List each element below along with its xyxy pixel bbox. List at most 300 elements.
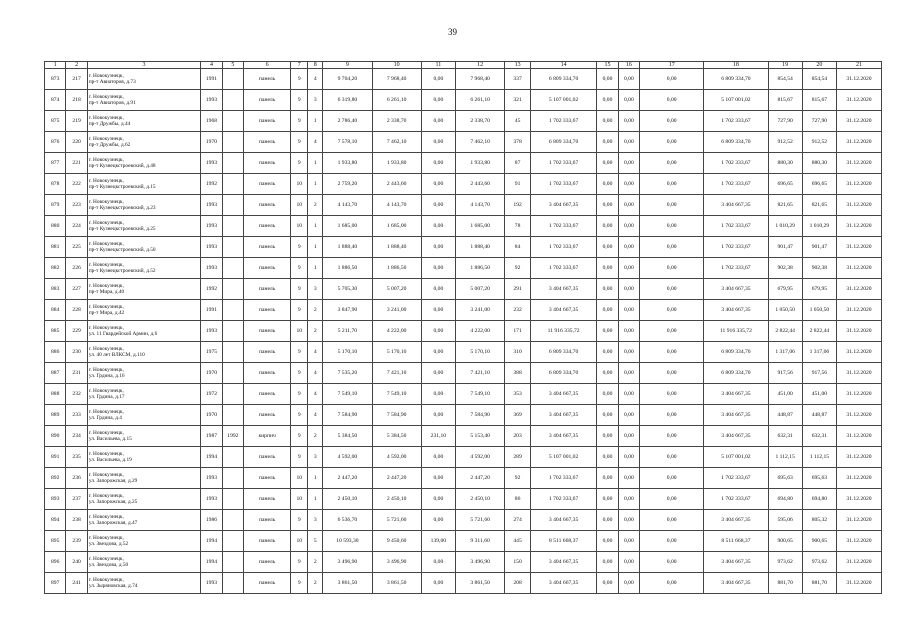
table-cell: 694,80 bbox=[768, 489, 802, 510]
table-cell: 369 bbox=[505, 405, 531, 426]
table-cell: 2 443,60 bbox=[456, 174, 505, 195]
table-cell: 0,00 bbox=[618, 447, 639, 468]
address-cell: г. Новокузнецк, пр-т Кузнецкстроевский, д.15 bbox=[87, 174, 200, 195]
table-cell: 0,00 bbox=[421, 300, 455, 321]
table-cell: 0,00 bbox=[597, 216, 618, 237]
table-cell: 0,00 bbox=[597, 153, 618, 174]
table-cell: 0,00 bbox=[421, 363, 455, 384]
table-cell: 3 404 667,35 bbox=[530, 384, 596, 405]
table-cell: 229 bbox=[66, 321, 87, 342]
table-cell: 1 685,00 bbox=[323, 216, 372, 237]
table-cell bbox=[222, 531, 243, 552]
table-cell: 912,52 bbox=[768, 132, 802, 153]
table-cell: 0,00 bbox=[618, 405, 639, 426]
address-cell: г. Новокузнецк, пр-т Мира, д.40 bbox=[87, 279, 200, 300]
table-cell: 3 496,90 bbox=[323, 552, 372, 573]
table-cell: 3 404 667,35 bbox=[530, 300, 596, 321]
table-cell: 1968 bbox=[201, 111, 222, 132]
table-cell: панель bbox=[244, 531, 291, 552]
page-number: 39 bbox=[448, 27, 457, 37]
address-cell: г. Новокузнецк, ул. Звездова, д.50 bbox=[87, 552, 200, 573]
table-cell: 31.12.2020 bbox=[837, 468, 882, 489]
table-cell: 1972 bbox=[201, 384, 222, 405]
table-cell: 0,00 bbox=[640, 174, 704, 195]
table-cell: 2 443,60 bbox=[372, 174, 421, 195]
table-cell: 0,00 bbox=[421, 552, 455, 573]
table-cell: 0,00 bbox=[618, 321, 639, 342]
table-cell: 232 bbox=[66, 384, 87, 405]
address-cell: г. Новокузнецк, ул. Запорожская, д.25 bbox=[87, 489, 200, 510]
table-cell: 226 bbox=[66, 258, 87, 279]
table-cell: 9 bbox=[291, 363, 308, 384]
table-cell: 1 bbox=[308, 258, 323, 279]
table-cell: 1994 bbox=[201, 447, 222, 468]
column-header-19: 19 bbox=[768, 62, 802, 69]
table-cell: 4 222,00 bbox=[372, 321, 421, 342]
address-cell: г. Новокузнецк, пр-т Кузнецкстроевский, д.52 bbox=[87, 258, 200, 279]
table-cell: 0,00 bbox=[421, 489, 455, 510]
table-cell: 78 bbox=[505, 216, 531, 237]
table-cell: 1 702 333,67 bbox=[704, 489, 768, 510]
table-cell: 217 bbox=[66, 69, 87, 90]
table-cell: 289 bbox=[505, 447, 531, 468]
table-cell: 1 702 333,67 bbox=[530, 258, 596, 279]
column-header-21: 21 bbox=[837, 62, 882, 69]
table-cell: 0,00 bbox=[421, 111, 455, 132]
table-cell: 3 404 667,35 bbox=[530, 510, 596, 531]
column-header-3: 3 bbox=[87, 62, 200, 69]
address-cell: г. Новокузнецк, пр-т Кузнецкстроевский, д.50 bbox=[87, 237, 200, 258]
table-cell: 228 bbox=[66, 300, 87, 321]
table-row bbox=[45, 552, 882, 573]
table-cell: 884 bbox=[45, 300, 66, 321]
table-cell: панель bbox=[244, 342, 291, 363]
table-cell: 92 bbox=[505, 258, 531, 279]
table-cell: 1994 bbox=[201, 552, 222, 573]
table-cell: панель bbox=[244, 174, 291, 195]
table-cell: панель bbox=[244, 573, 291, 594]
table-cell: 0,00 bbox=[421, 405, 455, 426]
table-cell: 353 bbox=[505, 384, 531, 405]
table-row bbox=[45, 447, 882, 468]
table-cell: панель bbox=[244, 300, 291, 321]
table-cell: 901,47 bbox=[768, 237, 802, 258]
table-cell: 7 549,10 bbox=[372, 384, 421, 405]
table-cell: 3 bbox=[308, 279, 323, 300]
table-cell: 230 bbox=[66, 342, 87, 363]
table-cell: 0,00 bbox=[640, 69, 704, 90]
table-cell: 1992 bbox=[222, 426, 243, 447]
table-cell: 0,00 bbox=[597, 321, 618, 342]
table-cell: панель bbox=[244, 111, 291, 132]
table-cell: 31.12.2020 bbox=[837, 258, 882, 279]
table-cell: 4 143,70 bbox=[323, 195, 372, 216]
table-cell: 917,56 bbox=[768, 363, 802, 384]
column-header-18: 18 bbox=[704, 62, 768, 69]
table-cell: 0,00 bbox=[640, 279, 704, 300]
table-cell: 0,00 bbox=[618, 237, 639, 258]
table-cell: 5 107 001,02 bbox=[530, 90, 596, 111]
table-cell: 0,00 bbox=[597, 468, 618, 489]
table-cell bbox=[222, 489, 243, 510]
table-cell: 7 535,20 bbox=[323, 363, 372, 384]
table-cell: 31.12.2020 bbox=[837, 321, 882, 342]
table-cell: 224 bbox=[66, 216, 87, 237]
table-cell: 3 404 667,35 bbox=[704, 573, 768, 594]
table-cell bbox=[222, 384, 243, 405]
table-cell: 1993 bbox=[201, 90, 222, 111]
table-cell: 6 809 334,70 bbox=[530, 363, 596, 384]
table-cell bbox=[222, 69, 243, 90]
table-cell: 632,31 bbox=[802, 426, 836, 447]
table-cell: 1 bbox=[308, 174, 323, 195]
table-cell: 321 bbox=[505, 90, 531, 111]
table-cell: 5 384,50 bbox=[372, 426, 421, 447]
table-cell: 6 536,70 bbox=[323, 510, 372, 531]
table-cell: 235 bbox=[66, 447, 87, 468]
table-cell: 880,30 bbox=[768, 153, 802, 174]
table-cell: 0,00 bbox=[597, 174, 618, 195]
table-cell: 31.12.2020 bbox=[837, 342, 882, 363]
table-cell: 0,00 bbox=[640, 573, 704, 594]
table-cell: 0,00 bbox=[421, 384, 455, 405]
table-cell: 220 bbox=[66, 132, 87, 153]
table-row bbox=[45, 216, 882, 237]
table-cell: 0,00 bbox=[597, 342, 618, 363]
table-cell: 0,00 bbox=[618, 279, 639, 300]
table-cell: 1 702 333,67 bbox=[530, 216, 596, 237]
table-cell: 5 170,10 bbox=[323, 342, 372, 363]
table-cell: панель bbox=[244, 510, 291, 531]
table-cell: 239 bbox=[66, 531, 87, 552]
table-cell: 679,95 bbox=[768, 279, 802, 300]
table-cell: 3 404 667,35 bbox=[530, 405, 596, 426]
table-cell: 0,00 bbox=[640, 468, 704, 489]
table-cell: 5 153,40 bbox=[456, 426, 505, 447]
table-cell: 31.12.2020 bbox=[837, 447, 882, 468]
table-cell: 1 685,00 bbox=[456, 216, 505, 237]
table-cell: панель bbox=[244, 216, 291, 237]
table-cell: 0,00 bbox=[597, 384, 618, 405]
table-cell: 10 bbox=[291, 468, 308, 489]
table-cell: 1987 bbox=[201, 426, 222, 447]
table-cell: 1994 bbox=[201, 531, 222, 552]
table-cell: 231 bbox=[66, 363, 87, 384]
table-cell: 5 107 001,02 bbox=[530, 447, 596, 468]
table-cell: 1 886,50 bbox=[323, 258, 372, 279]
column-header-11: 11 bbox=[421, 62, 455, 69]
table-cell: 1970 bbox=[201, 405, 222, 426]
table-cell bbox=[222, 174, 243, 195]
table-cell: панель bbox=[244, 132, 291, 153]
table-cell: 3 496,90 bbox=[456, 552, 505, 573]
table-cell: 31.12.2020 bbox=[837, 552, 882, 573]
table-cell: кирпич bbox=[244, 426, 291, 447]
table-cell: 0,00 bbox=[597, 69, 618, 90]
table-cell: 5 107 001,02 bbox=[704, 90, 768, 111]
table-cell: 878 bbox=[45, 174, 66, 195]
table-cell: 9 bbox=[291, 300, 308, 321]
table-cell: панель bbox=[244, 447, 291, 468]
table-cell: 1 702 333,67 bbox=[530, 111, 596, 132]
table-cell: 876 bbox=[45, 132, 66, 153]
table-cell: 10 bbox=[291, 321, 308, 342]
table-cell: 7 549,10 bbox=[456, 384, 505, 405]
table-cell: 231,10 bbox=[421, 426, 455, 447]
table-cell: 7 578,10 bbox=[323, 132, 372, 153]
table-cell: 3 847,90 bbox=[323, 300, 372, 321]
table-cell bbox=[222, 405, 243, 426]
address-cell: г. Новокузнецк, ул. Запорожская, д.29 bbox=[87, 468, 200, 489]
table-cell: 274 bbox=[505, 510, 531, 531]
table-cell: 7 584,90 bbox=[456, 405, 505, 426]
table-cell bbox=[222, 468, 243, 489]
table-cell: 900,65 bbox=[802, 531, 836, 552]
table-cell: 727,90 bbox=[802, 111, 836, 132]
table-cell: 0,00 bbox=[640, 153, 704, 174]
table-cell: 234 bbox=[66, 426, 87, 447]
table-cell: 31.12.2020 bbox=[837, 510, 882, 531]
table-cell: 902,38 bbox=[802, 258, 836, 279]
table-cell: 232 bbox=[505, 300, 531, 321]
table-cell: 6 809 334,70 bbox=[704, 363, 768, 384]
table-cell: 0,00 bbox=[421, 69, 455, 90]
table-cell: 448,87 bbox=[802, 405, 836, 426]
table-cell: 1 886,50 bbox=[372, 258, 421, 279]
table-cell: 0,00 bbox=[597, 531, 618, 552]
table-cell: 227 bbox=[66, 279, 87, 300]
table-cell: 9 704,20 bbox=[323, 69, 372, 90]
table-cell: 3 404 667,35 bbox=[704, 552, 768, 573]
table-cell: 0,00 bbox=[640, 510, 704, 531]
table-cell: 2 bbox=[308, 195, 323, 216]
table-body bbox=[45, 69, 882, 594]
table-cell: 139,00 bbox=[421, 531, 455, 552]
table-cell: 889 bbox=[45, 405, 66, 426]
column-header-20: 20 bbox=[802, 62, 836, 69]
table-cell bbox=[222, 90, 243, 111]
address-cell: г. Новокузнецк, ул. Грдина, д.17 bbox=[87, 384, 200, 405]
table-cell bbox=[222, 153, 243, 174]
table-cell: 0,00 bbox=[618, 300, 639, 321]
column-header-17: 17 bbox=[640, 62, 704, 69]
table-cell: 883 bbox=[45, 279, 66, 300]
table-cell: 900,65 bbox=[768, 531, 802, 552]
table-cell: 815,67 bbox=[768, 90, 802, 111]
table-cell: 1 112,15 bbox=[802, 447, 836, 468]
table-cell: 2 bbox=[308, 426, 323, 447]
table-cell: 31.12.2020 bbox=[837, 90, 882, 111]
table-cell: 378 bbox=[505, 132, 531, 153]
table-cell: 2 822,44 bbox=[768, 321, 802, 342]
table-cell: 6 319,80 bbox=[323, 90, 372, 111]
table-cell: 1993 bbox=[201, 237, 222, 258]
table-cell: 4 222,00 bbox=[456, 321, 505, 342]
table-cell: 31.12.2020 bbox=[837, 531, 882, 552]
table-cell: 0,00 bbox=[597, 111, 618, 132]
table-cell: 92 bbox=[505, 468, 531, 489]
table-cell: 4 592,00 bbox=[323, 447, 372, 468]
table-cell: 879 bbox=[45, 195, 66, 216]
table-cell: 2 447,20 bbox=[372, 468, 421, 489]
table-cell: 1 933,80 bbox=[323, 153, 372, 174]
table-cell: 5 705,30 bbox=[323, 279, 372, 300]
table-cell: 1 888,40 bbox=[372, 237, 421, 258]
column-header-10: 10 bbox=[372, 62, 421, 69]
table-cell: 4 592,00 bbox=[372, 447, 421, 468]
table-cell: 2 450,10 bbox=[456, 489, 505, 510]
column-header-2: 2 bbox=[66, 62, 87, 69]
table-cell: 3 404 667,35 bbox=[704, 426, 768, 447]
table-cell: 6 809 334,70 bbox=[704, 132, 768, 153]
table-cell: 0,00 bbox=[640, 531, 704, 552]
table-cell: 0,00 bbox=[618, 258, 639, 279]
table-cell: панель bbox=[244, 279, 291, 300]
table-cell: 0,00 bbox=[618, 90, 639, 111]
table-cell: 218 bbox=[66, 90, 87, 111]
column-header-7: 7 bbox=[291, 62, 308, 69]
table-row bbox=[45, 90, 882, 111]
table-cell: 7 421,10 bbox=[456, 363, 505, 384]
table-cell: 0,00 bbox=[421, 237, 455, 258]
table-cell: 880 bbox=[45, 216, 66, 237]
table-cell: 854,54 bbox=[802, 69, 836, 90]
table-cell bbox=[222, 447, 243, 468]
table-cell: 9 bbox=[291, 552, 308, 573]
address-cell: г. Новокузнецк, пр-т Дружбы, д.62 bbox=[87, 132, 200, 153]
table-cell: 815,67 bbox=[802, 90, 836, 111]
table-cell: 2 450,10 bbox=[323, 489, 372, 510]
table-cell: 2 447,20 bbox=[456, 468, 505, 489]
table-cell: 1986 bbox=[201, 510, 222, 531]
table-cell: 31.12.2020 bbox=[837, 573, 882, 594]
table-cell: 727,90 bbox=[768, 111, 802, 132]
table-cell: 1975 bbox=[201, 342, 222, 363]
column-header-6: 6 bbox=[244, 62, 291, 69]
table-cell: 6 809 334,70 bbox=[704, 69, 768, 90]
table-cell: 2 bbox=[308, 321, 323, 342]
table-cell: 1 702 333,67 bbox=[704, 216, 768, 237]
table-cell: 0,00 bbox=[640, 489, 704, 510]
table-cell: 632,31 bbox=[768, 426, 802, 447]
table-cell: 10 bbox=[291, 195, 308, 216]
table-cell: 0,00 bbox=[421, 153, 455, 174]
table-cell: 8 511 668,37 bbox=[704, 531, 768, 552]
table-cell: 0,00 bbox=[640, 111, 704, 132]
table-cell: 1 bbox=[308, 153, 323, 174]
table-cell: 6 809 334,70 bbox=[704, 342, 768, 363]
address-cell: г. Новокузнецк, ул. Грдина, д.4 bbox=[87, 405, 200, 426]
table-cell: 0,00 bbox=[618, 195, 639, 216]
table-cell: 1 112,15 bbox=[768, 447, 802, 468]
table-cell: 5 721,60 bbox=[456, 510, 505, 531]
address-cell: г. Новокузнецк, пр-т Авиаторов, д.91 bbox=[87, 90, 200, 111]
table-cell: 912,52 bbox=[802, 132, 836, 153]
table-cell: панель bbox=[244, 363, 291, 384]
table-cell: 310 bbox=[505, 342, 531, 363]
table-cell: 31.12.2020 bbox=[837, 489, 882, 510]
table-cell: 9 bbox=[291, 132, 308, 153]
table-row bbox=[45, 573, 882, 594]
table-cell: 11 916 335,72 bbox=[704, 321, 768, 342]
table-cell: панель bbox=[244, 69, 291, 90]
table-cell: 1992 bbox=[201, 279, 222, 300]
table-row bbox=[45, 426, 882, 447]
address-cell: г. Новокузнецк, пр-т Кузнецкстроевский, д.48 bbox=[87, 153, 200, 174]
table-cell: 0,00 bbox=[421, 279, 455, 300]
table-cell: 3 404 667,35 bbox=[704, 384, 768, 405]
table-row bbox=[45, 363, 882, 384]
table-cell: 7 968,40 bbox=[456, 69, 505, 90]
table-cell: 888 bbox=[45, 384, 66, 405]
table-cell: 9 bbox=[291, 405, 308, 426]
table-cell: 873 bbox=[45, 69, 66, 90]
table-cell: 2 bbox=[308, 573, 323, 594]
table-cell: 3 404 667,35 bbox=[530, 279, 596, 300]
table-cell: 9 bbox=[291, 426, 308, 447]
table-cell: 445 bbox=[505, 531, 531, 552]
table-cell: 2 bbox=[308, 300, 323, 321]
table-cell: 894 bbox=[45, 510, 66, 531]
table-cell: 337 bbox=[505, 69, 531, 90]
table-cell: 881 bbox=[45, 237, 66, 258]
table-cell: 31.12.2020 bbox=[837, 384, 882, 405]
table-cell: 3 404 667,35 bbox=[704, 510, 768, 531]
table-cell: 3 bbox=[308, 90, 323, 111]
table-cell: 917,56 bbox=[802, 363, 836, 384]
table-cell: 451,00 bbox=[768, 384, 802, 405]
table-cell: 5 170,10 bbox=[372, 342, 421, 363]
table-cell: 0,00 bbox=[421, 468, 455, 489]
table-cell: 233 bbox=[66, 405, 87, 426]
table-cell: 0,00 bbox=[421, 216, 455, 237]
table-cell: 0,00 bbox=[618, 489, 639, 510]
table-cell: 1970 bbox=[201, 132, 222, 153]
table-cell: 7 584,90 bbox=[323, 405, 372, 426]
column-header-16: 16 bbox=[618, 62, 639, 69]
table-cell: 0,00 bbox=[618, 342, 639, 363]
table-cell: 1993 bbox=[201, 153, 222, 174]
table-cell: 9 450,60 bbox=[372, 531, 421, 552]
table-cell: 31.12.2020 bbox=[837, 426, 882, 447]
table-cell: 3 241,00 bbox=[456, 300, 505, 321]
table-row bbox=[45, 405, 882, 426]
address-cell: г. Новокузнецк, ул. 40 лет ВЛКСМ, д.110 bbox=[87, 342, 200, 363]
table-cell: 895 bbox=[45, 531, 66, 552]
table-cell: 3 bbox=[308, 510, 323, 531]
table-row bbox=[45, 531, 882, 552]
table-cell: 0,00 bbox=[597, 405, 618, 426]
table-cell: 2 bbox=[308, 552, 323, 573]
table-cell: 1 010,29 bbox=[768, 216, 802, 237]
table-cell: 3 861,50 bbox=[372, 573, 421, 594]
table-cell: 0,00 bbox=[618, 363, 639, 384]
table-cell: 0,00 bbox=[640, 216, 704, 237]
table-cell: 973,62 bbox=[802, 552, 836, 573]
table-cell bbox=[222, 279, 243, 300]
table-cell: 679,95 bbox=[802, 279, 836, 300]
table-cell: 0,00 bbox=[640, 195, 704, 216]
table-cell: 881,70 bbox=[802, 573, 836, 594]
table-cell: 821,65 bbox=[802, 195, 836, 216]
table-cell: 6 809 334,70 bbox=[530, 132, 596, 153]
table-cell: 0,00 bbox=[618, 573, 639, 594]
table-cell: 0,00 bbox=[421, 342, 455, 363]
table-cell: 1 685,00 bbox=[372, 216, 421, 237]
table-cell: 31.12.2020 bbox=[837, 300, 882, 321]
table-cell: 1 702 333,67 bbox=[704, 111, 768, 132]
table-cell: 31.12.2020 bbox=[837, 405, 882, 426]
